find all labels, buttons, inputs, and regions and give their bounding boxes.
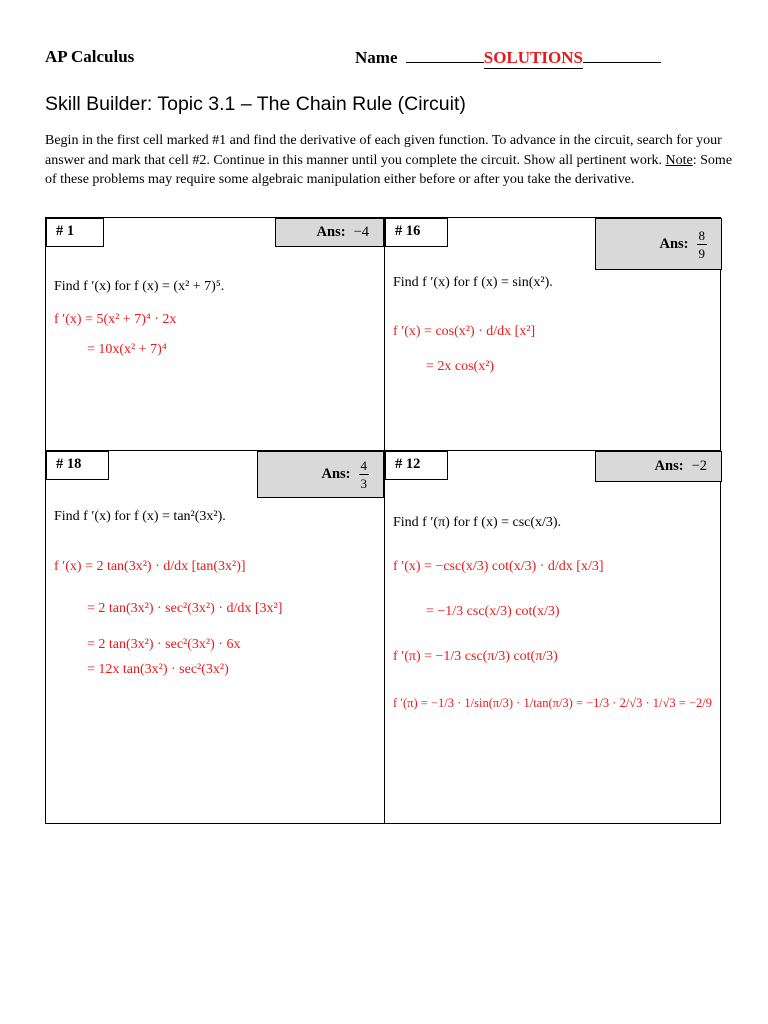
solution-step: f ′(π) = −1/3 csc(π/3) cot(π/3) [393,649,558,664]
instructions-note-text: : Some of these problems may require some algebraic manipulation either before or after you take the derivative. [45,152,733,187]
cell-18 [46,451,384,824]
answer-box [257,451,384,498]
answer-box [275,218,384,247]
answer-value: −4 [353,224,369,240]
solution-step: = 2 tan(3x²) · sec²(3x²) · d/dx [3x²] [87,601,283,616]
solution-step: = 2 tan(3x²) · sec²(3x²) · 6x [87,637,241,652]
name-field [355,47,661,69]
solution-step: f ′(x) = 5(x² + 7)⁴ · 2x [54,312,177,327]
name-value: SOLUTIONS [483,48,583,67]
name-underline-right [583,47,661,63]
course-title: AP Calculus [45,47,135,66]
solution-step: = 10x(x² + 7)⁴ [87,342,167,357]
cell-1 [46,218,384,450]
circuit-grid [45,217,721,824]
answer-denominator: 3 [360,476,367,491]
solution-step: f ′(x) = −csc(x/3) cot(x/3) · d/dx [x/3] [393,559,604,574]
answer-box [595,451,722,482]
answer-label: Ans: [654,458,684,474]
name-label: Name [355,48,398,67]
problem-statement: Find f ′(x) for f (x) = (x² + 7)⁵. [54,279,225,294]
instructions-text: Begin in the first cell marked #1 and find the derivative of each given function. To advance in the circuit, search for your answer and mark that cell #2. Continue in this manner until you complete the circuit. Show all pertinent work. [45,133,722,168]
answer-label: Ans: [321,466,351,482]
answer-denominator: 9 [698,245,705,261]
answer-fraction [697,229,708,260]
answer-label: Ans: [316,224,346,240]
cell-number: # 12 [385,451,448,480]
solution-step: = 2x cos(x²) [426,359,495,374]
instructions [45,131,735,190]
answer-label: Ans: [659,235,689,252]
problem-statement: Find f ′(π) for f (x) = csc(x/3). [393,515,562,530]
problem-statement: Find f ′(x) for f (x) = sin(x²). [393,275,553,290]
cell-number: # 16 [385,218,448,247]
solution-step: f ′(x) = 2 tan(3x²) · d/dx [tan(3x²)] [54,559,246,574]
solution-step: f ′(π) = −1/3 · 1/sin(π/3) · 1/tan(π/3) = −1/3 · 2/√3 · 1/√3 = −2/9 [393,696,712,710]
cell-12 [385,451,722,824]
page-title: Skill Builder: Topic 3.1 – The Chain Rule (Circuit) [45,93,466,115]
answer-box [595,218,722,270]
cell-16 [385,218,722,450]
solution-step: f ′(x) = cos(x²) · d/dx [x²] [393,324,536,339]
solution-step: = −1/3 csc(x/3) cot(x/3) [426,604,560,619]
answer-fraction [359,459,370,490]
answer-numerator: 4 [360,458,367,473]
note-label: Note [665,152,693,168]
cell-number: # 1 [46,218,104,247]
problem-statement: Find f ′(x) for f (x) = tan²(3x²). [54,509,226,524]
name-underline-left [406,47,484,63]
answer-numerator: 8 [698,227,705,243]
answer-value: −2 [691,458,707,474]
cell-number: # 18 [46,451,109,480]
solution-step: = 12x tan(3x²) · sec²(3x²) [87,662,229,677]
